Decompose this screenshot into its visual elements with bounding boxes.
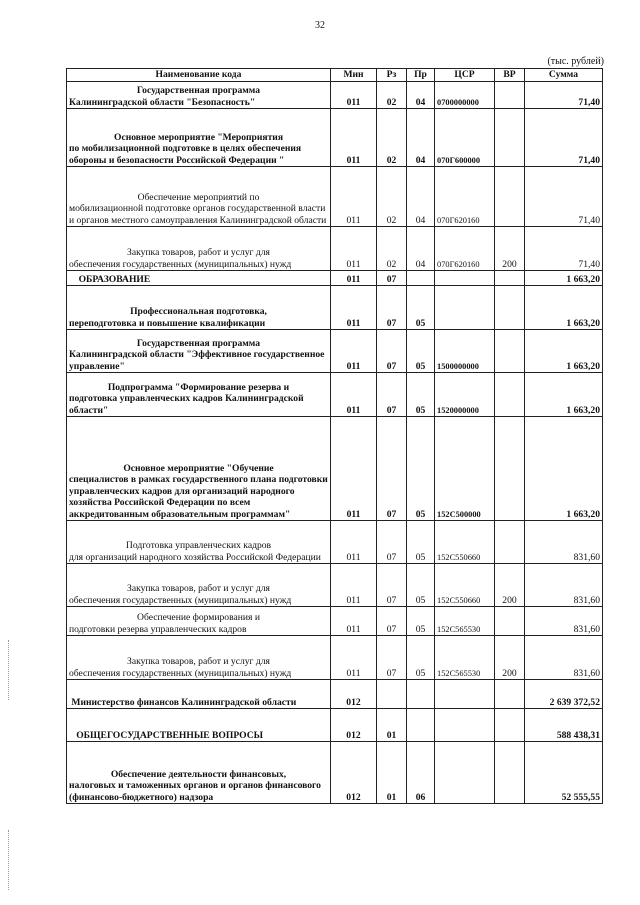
row-pr: 04 xyxy=(407,109,435,167)
row-name-text: Калининградской области "Безопасность" xyxy=(69,96,256,108)
row-vr xyxy=(495,709,525,742)
row-sum: 1 663,20 xyxy=(525,373,603,417)
row-name-text: для организаций народного хозяйства Российской Федерации xyxy=(69,551,321,563)
row-name-lead: Обеспечение деятельности финансовых, xyxy=(110,768,287,780)
row-name xyxy=(67,109,331,167)
row-name xyxy=(67,680,331,709)
row-name xyxy=(67,742,331,804)
row-rz xyxy=(377,680,407,709)
row-vr xyxy=(495,742,525,804)
row-name-text: Министерство финансов Калининградской области xyxy=(69,696,297,708)
row-pr: 05 xyxy=(407,417,435,521)
row-name-lead: Обеспечение мероприятий по xyxy=(137,191,260,203)
margin-mark xyxy=(8,830,10,890)
table-row xyxy=(67,709,603,742)
table-row xyxy=(67,680,603,709)
row-sum: 71,40 xyxy=(525,227,603,271)
table-row xyxy=(67,742,603,804)
row-csr: 152C550660 xyxy=(435,521,495,564)
row-name xyxy=(67,564,331,607)
row-vr xyxy=(495,271,525,286)
row-rz: 07 xyxy=(377,286,407,330)
row-name xyxy=(67,286,331,330)
row-name-lead: Основное мероприятие "Обучение xyxy=(123,462,274,474)
row-min: 011 xyxy=(331,82,377,109)
unit-note: (тыс. рублей) xyxy=(547,56,604,67)
table-row xyxy=(67,521,603,564)
table-row xyxy=(67,330,603,373)
row-vr xyxy=(495,330,525,373)
row-name-lead: Закупка товаров, работ и услуг для xyxy=(127,656,270,668)
row-sum: 831,60 xyxy=(525,636,603,680)
row-vr xyxy=(495,680,525,709)
row-name xyxy=(67,330,331,373)
row-sum: 1 663,20 xyxy=(525,286,603,330)
row-vr: 200 xyxy=(495,636,525,680)
row-rz: 02 xyxy=(377,167,407,227)
row-pr xyxy=(407,709,435,742)
row-rz: 01 xyxy=(377,742,407,804)
row-min: 011 xyxy=(331,417,377,521)
table-row xyxy=(67,636,603,680)
row-pr: 05 xyxy=(407,373,435,417)
budget-table xyxy=(66,68,603,804)
row-vr: 200 xyxy=(495,564,525,607)
row-rz: 07 xyxy=(377,417,407,521)
row-csr xyxy=(435,680,495,709)
row-pr xyxy=(407,680,435,709)
row-csr: 152C550660 xyxy=(435,564,495,607)
row-min: 012 xyxy=(331,680,377,709)
row-name xyxy=(67,227,331,271)
row-name-lead: Закупка товаров, работ и услуг для xyxy=(127,583,270,595)
row-rz: 07 xyxy=(377,521,407,564)
row-name-text: специалистов в рамках государственного плана подготовки управленческих кадров для организаций народного хозяйства Российской Федерации по всем аккредитованным образовательным программам" xyxy=(69,474,331,520)
row-min: 011 xyxy=(331,109,377,167)
row-name-text: ОБЩЕГОСУДАРСТВЕННЫЕ ВОПРОСЫ xyxy=(69,729,264,741)
header-rz: Рз xyxy=(377,69,407,82)
row-name xyxy=(67,271,331,286)
table-row xyxy=(67,227,603,271)
row-min: 011 xyxy=(331,286,377,330)
row-name-lead: Государственная программа xyxy=(136,337,261,349)
header-csr: ЦСР xyxy=(435,69,495,82)
row-min: 012 xyxy=(331,742,377,804)
row-vr xyxy=(495,167,525,227)
table-row xyxy=(67,109,603,167)
row-csr: 0700000000 xyxy=(435,82,495,109)
header-sum: Сумма xyxy=(525,69,603,82)
header-row xyxy=(67,69,603,82)
row-sum: 71,40 xyxy=(525,82,603,109)
row-csr: 152C565530 xyxy=(435,607,495,636)
row-csr xyxy=(435,742,495,804)
row-name-text: обеспечения государственных (муниципальных) нужд xyxy=(69,667,292,679)
row-name-text: по мобилизационной подготовке в целях обеспечения обороны и безопасности Российской Федерации " xyxy=(69,143,304,166)
row-rz: 07 xyxy=(377,330,407,373)
row-sum: 831,60 xyxy=(525,564,603,607)
row-sum: 1 663,20 xyxy=(525,271,603,286)
row-name xyxy=(67,607,331,636)
row-csr xyxy=(435,709,495,742)
table-row xyxy=(67,607,603,636)
row-vr xyxy=(495,82,525,109)
row-pr: 05 xyxy=(407,564,435,607)
row-name xyxy=(67,373,331,417)
row-pr: 04 xyxy=(407,167,435,227)
row-sum: 1 663,20 xyxy=(525,417,603,521)
row-name xyxy=(67,82,331,109)
row-rz: 01 xyxy=(377,709,407,742)
row-min: 012 xyxy=(331,709,377,742)
row-min: 011 xyxy=(331,167,377,227)
header-min: Мин xyxy=(331,69,377,82)
table-row xyxy=(67,82,603,109)
row-sum: 831,60 xyxy=(525,607,603,636)
row-vr xyxy=(495,109,525,167)
row-name-text: налоговых и таможенных органов и органов финансового (финансово-бюджетного) надзора xyxy=(69,780,324,803)
row-rz: 07 xyxy=(377,636,407,680)
row-min: 011 xyxy=(331,227,377,271)
row-csr: 1500000000 xyxy=(435,330,495,373)
row-min: 011 xyxy=(331,271,377,286)
row-vr xyxy=(495,286,525,330)
row-name-text: подготовка управленческих кадров Калининградской области" xyxy=(69,393,307,416)
row-sum: 52 555,55 xyxy=(525,742,603,804)
row-pr: 05 xyxy=(407,607,435,636)
row-rz: 07 xyxy=(377,373,407,417)
row-min: 011 xyxy=(331,521,377,564)
row-rz: 07 xyxy=(377,607,407,636)
row-sum: 2 639 372,52 xyxy=(525,680,603,709)
row-name-text: Калининградской области "Эффективное государственное управление" xyxy=(69,349,327,372)
row-name-lead: Подпрограмма "Формирование резерва и xyxy=(107,381,290,393)
row-name xyxy=(67,167,331,227)
row-vr xyxy=(495,607,525,636)
row-rz: 07 xyxy=(377,271,407,286)
row-pr: 04 xyxy=(407,82,435,109)
row-name-text: переподготовка и повышение квалификации xyxy=(69,317,266,329)
row-vr xyxy=(495,521,525,564)
row-csr: 152C565530 xyxy=(435,636,495,680)
row-sum: 831,60 xyxy=(525,521,603,564)
row-min: 011 xyxy=(331,636,377,680)
row-name-lead: Закупка товаров, работ и услуг для xyxy=(127,247,270,259)
row-name-lead: Подготовка управленческих кадров xyxy=(125,540,272,552)
row-name xyxy=(67,417,331,521)
table-body xyxy=(67,82,603,804)
header-pr: Пр xyxy=(407,69,435,82)
row-rz: 02 xyxy=(377,227,407,271)
row-vr: 200 xyxy=(495,227,525,271)
row-csr xyxy=(435,286,495,330)
row-csr: 070Г620160 xyxy=(435,167,495,227)
row-rz: 02 xyxy=(377,82,407,109)
row-rz: 07 xyxy=(377,564,407,607)
row-vr xyxy=(495,373,525,417)
row-csr: 070Г600000 xyxy=(435,109,495,167)
row-vr xyxy=(495,417,525,521)
row-min: 011 xyxy=(331,330,377,373)
row-name-text: мобилизационной подготовке органов государственной власти и органов местного самоуправления Калининградской области xyxy=(69,203,328,226)
header-name: Наименование кода xyxy=(67,69,331,82)
row-pr: 04 xyxy=(407,227,435,271)
row-pr: 05 xyxy=(407,521,435,564)
row-csr: 070Г620160 xyxy=(435,227,495,271)
row-rz: 02 xyxy=(377,109,407,167)
row-name-text: обеспечения государственных (муниципальных) нужд xyxy=(69,258,292,270)
row-name xyxy=(67,521,331,564)
row-min: 011 xyxy=(331,373,377,417)
row-pr: 05 xyxy=(407,636,435,680)
row-csr xyxy=(435,271,495,286)
table-row xyxy=(67,286,603,330)
row-sum: 71,40 xyxy=(525,109,603,167)
page-number: 32 xyxy=(315,20,325,31)
row-pr: 05 xyxy=(407,330,435,373)
row-sum: 588 438,31 xyxy=(525,709,603,742)
table-row xyxy=(67,373,603,417)
row-sum: 1 663,20 xyxy=(525,330,603,373)
table-row xyxy=(67,167,603,227)
row-sum: 71,40 xyxy=(525,167,603,227)
row-min: 011 xyxy=(331,607,377,636)
table-row xyxy=(67,564,603,607)
row-min: 011 xyxy=(331,564,377,607)
row-name-text: ОБРАЗОВАНИЕ xyxy=(69,273,151,285)
table-row xyxy=(67,271,603,286)
margin-mark xyxy=(8,640,10,700)
row-name-lead: Основное мероприятие "Мероприятия xyxy=(113,131,284,143)
table-row xyxy=(67,417,603,521)
row-name-lead: Профессиональная подготовка, xyxy=(130,306,267,318)
row-name-text: обеспечения государственных (муниципальных) нужд xyxy=(69,594,292,606)
row-csr: 152C500000 xyxy=(435,417,495,521)
row-pr xyxy=(407,271,435,286)
row-name xyxy=(67,636,331,680)
row-name-lead: Государственная программа xyxy=(136,85,261,97)
header-vr: ВР xyxy=(495,69,525,82)
row-pr: 06 xyxy=(407,742,435,804)
row-name-text: подготовки резерва управленческих кадров xyxy=(69,623,247,635)
row-name xyxy=(67,709,331,742)
row-name-lead: Обеспечение формирования и xyxy=(137,612,260,624)
row-csr: 1520000000 xyxy=(435,373,495,417)
row-pr: 05 xyxy=(407,286,435,330)
